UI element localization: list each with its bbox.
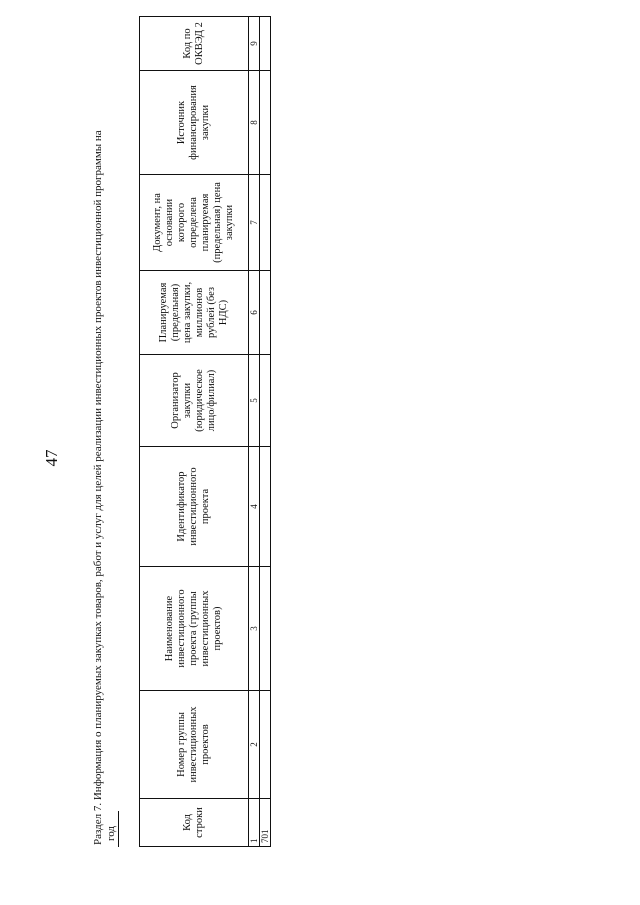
table-cell	[260, 355, 271, 447]
header-cell-row-code: Код строки	[140, 799, 249, 847]
header-cell-group-number: Номер группы инвестиционных проектов	[140, 691, 249, 799]
header-cell-price-document: Документ, на основании которого определена планируемая (предельная) цена закупки	[140, 175, 249, 271]
row-code-cell: 701	[260, 799, 271, 847]
header-cell-planned-price: Планируемая (предельная) цена закупки, миллионов рублей (без НДС)	[140, 271, 249, 355]
table-cell	[260, 17, 271, 71]
year-label: год	[105, 811, 119, 847]
header-cell-project-id: Идентификатор инвестиционного проекта	[140, 447, 249, 567]
procurement-table	[139, 16, 271, 847]
rotated-content	[92, 0, 282, 857]
section-heading	[92, 45, 119, 845]
table-cell	[260, 175, 271, 271]
column-number-cell: 9	[249, 17, 260, 71]
column-number-cell: 8	[249, 71, 260, 175]
table-cell	[260, 447, 271, 567]
column-number-row	[249, 17, 260, 847]
section-title: Раздел 7. Информация о планируемых закупках товаров, работ и услуг для целей реализации инвестиционных проектов инвестиционной программы на	[92, 130, 104, 845]
table-cell	[260, 691, 271, 799]
header-cell-okved-code: Код по ОКВЭД 2	[140, 17, 249, 71]
column-number-cell: 6	[249, 271, 260, 355]
column-number-cell: 7	[249, 175, 260, 271]
header-cell-funding-source: Источник финансирования закупки	[140, 71, 249, 175]
column-number-cell: 5	[249, 355, 260, 447]
table-row	[260, 17, 271, 847]
table-cell	[260, 567, 271, 691]
header-cell-organizer: Организатор закупки (юридическое лицо/филиал)	[140, 355, 249, 447]
page-number: 47	[42, 449, 61, 467]
column-number-cell: 3	[249, 567, 260, 691]
column-number-cell: 1	[249, 799, 260, 847]
header-cell-project-name: Наименование инвестиционного проекта (группы инвестиционных проектов)	[140, 567, 249, 691]
column-number-cell: 2	[249, 691, 260, 799]
table-cell	[260, 271, 271, 355]
table-header-row	[140, 17, 249, 847]
column-number-cell: 4	[249, 447, 260, 567]
table-cell	[260, 71, 271, 175]
